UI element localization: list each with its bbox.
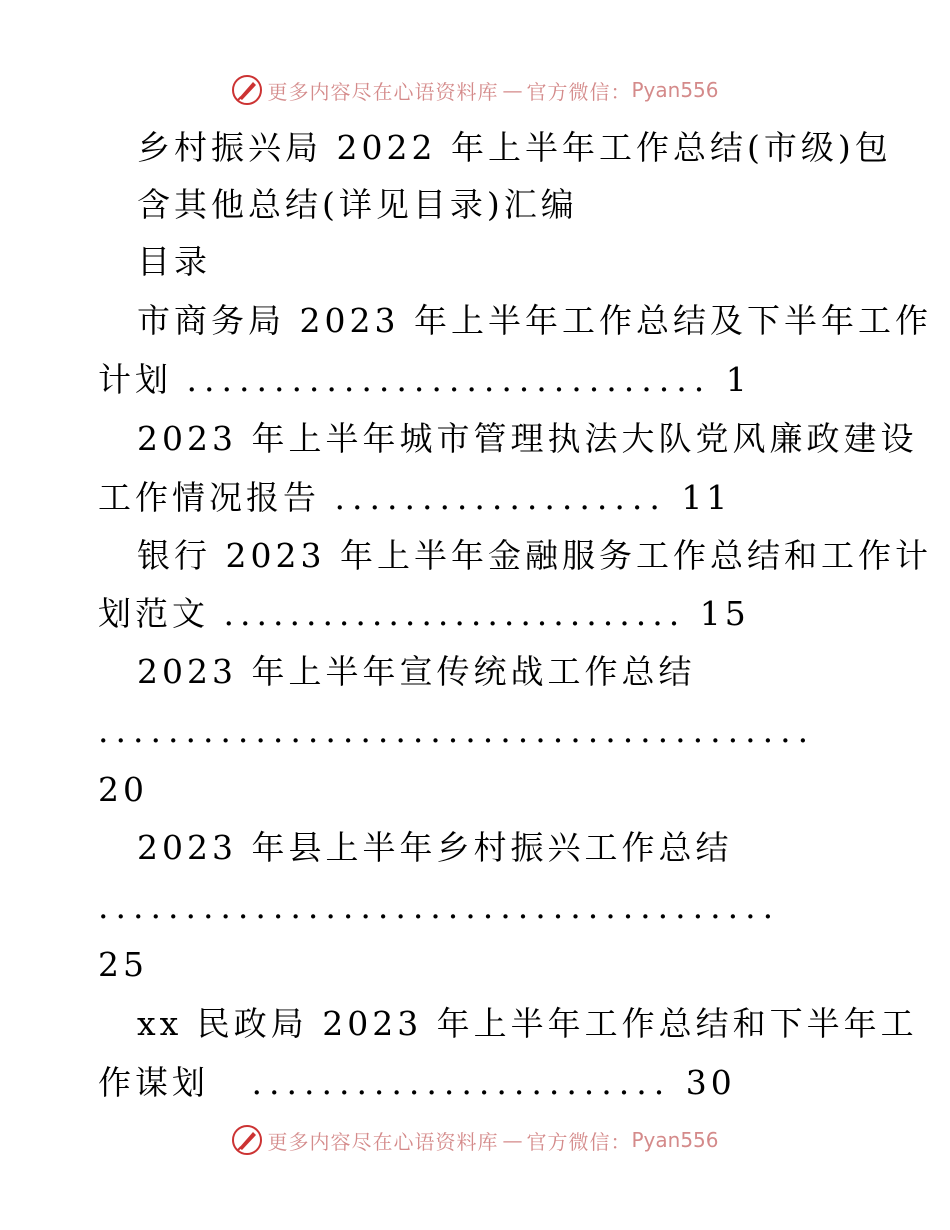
- toc-heading: 目录: [137, 242, 211, 281]
- toc-entry-5-title[interactable]: 2023 年县上半年乡村振兴工作总结: [137, 828, 733, 867]
- toc-entry-2-leader: ...................: [334, 478, 667, 517]
- feather-logo-icon: [231, 74, 263, 106]
- feather-logo-icon: [231, 1124, 263, 1156]
- toc-entry-3-title-cont: 划范文: [98, 594, 209, 633]
- toc-entry-1-title-cont: 计划: [98, 360, 172, 399]
- watermark-footer: [0, 1120, 950, 1160]
- toc-entry-3-leader: ............................: [223, 594, 686, 633]
- toc-entry-6-leader: ........................: [251, 1063, 672, 1102]
- watermark-header: [0, 70, 950, 110]
- toc-entry-2-title-cont: 工作情况报告: [98, 478, 320, 517]
- toc-entry-1-continuation[interactable]: [98, 360, 751, 400]
- toc-entry-6-title-cont: 作谋划: [98, 1063, 209, 1102]
- toc-entry-3-title: 银行 2023 年上半年金融服务工作总结和工作计: [137, 536, 932, 575]
- toc-entry-1-title: 市商务局 2023 年上半年工作总结及下半年工作: [137, 301, 932, 340]
- toc-entry-4-leader: .........................................: [98, 711, 816, 750]
- watermark-text: 更多内容尽在心语资料库: [267, 79, 499, 104]
- toc-entry-5-leader: .......................................: [98, 887, 781, 926]
- document-title-line-1: 乡村振兴局 2022 年上半年工作总结(市级)包: [137, 128, 892, 167]
- toc-entry-3-continuation[interactable]: [98, 594, 750, 634]
- toc-entry-6-title: xx 民政局 2023 年上半年工作总结和下半年工: [137, 1004, 918, 1043]
- watermark-separator: —: [502, 78, 523, 102]
- watermark-contact-label: 官方微信：: [526, 79, 632, 104]
- watermark-separator: —: [502, 1128, 523, 1152]
- toc-entry-3-page: 15: [699, 594, 750, 633]
- watermark-contact-id: Pyan556: [631, 78, 719, 102]
- toc-entry-4-page: 20: [98, 770, 148, 809]
- watermark-text: 更多内容尽在心语资料库: [267, 1129, 499, 1154]
- toc-entry-5-page: 25: [98, 945, 148, 984]
- toc-entry-6-page: 30: [685, 1063, 736, 1102]
- toc-entry-4-title[interactable]: 2023 年上半年宣传统战工作总结: [137, 652, 696, 691]
- toc-entry-2-title: 2023 年上半年城市管理执法大队党风廉政建设: [137, 419, 918, 458]
- watermark-contact-label: 官方微信：: [526, 1129, 632, 1154]
- watermark-contact-id: Pyan556: [631, 1128, 719, 1152]
- document-title-line-2: 含其他总结(详见目录)汇编: [137, 185, 578, 224]
- toc-entry-2-page: 11: [681, 478, 732, 517]
- toc-entry-1-page: 1: [725, 360, 751, 399]
- toc-entry-6-continuation[interactable]: [98, 1063, 736, 1103]
- toc-entry-1-leader: ..............................: [186, 360, 712, 399]
- toc-entry-2-continuation[interactable]: [98, 478, 731, 518]
